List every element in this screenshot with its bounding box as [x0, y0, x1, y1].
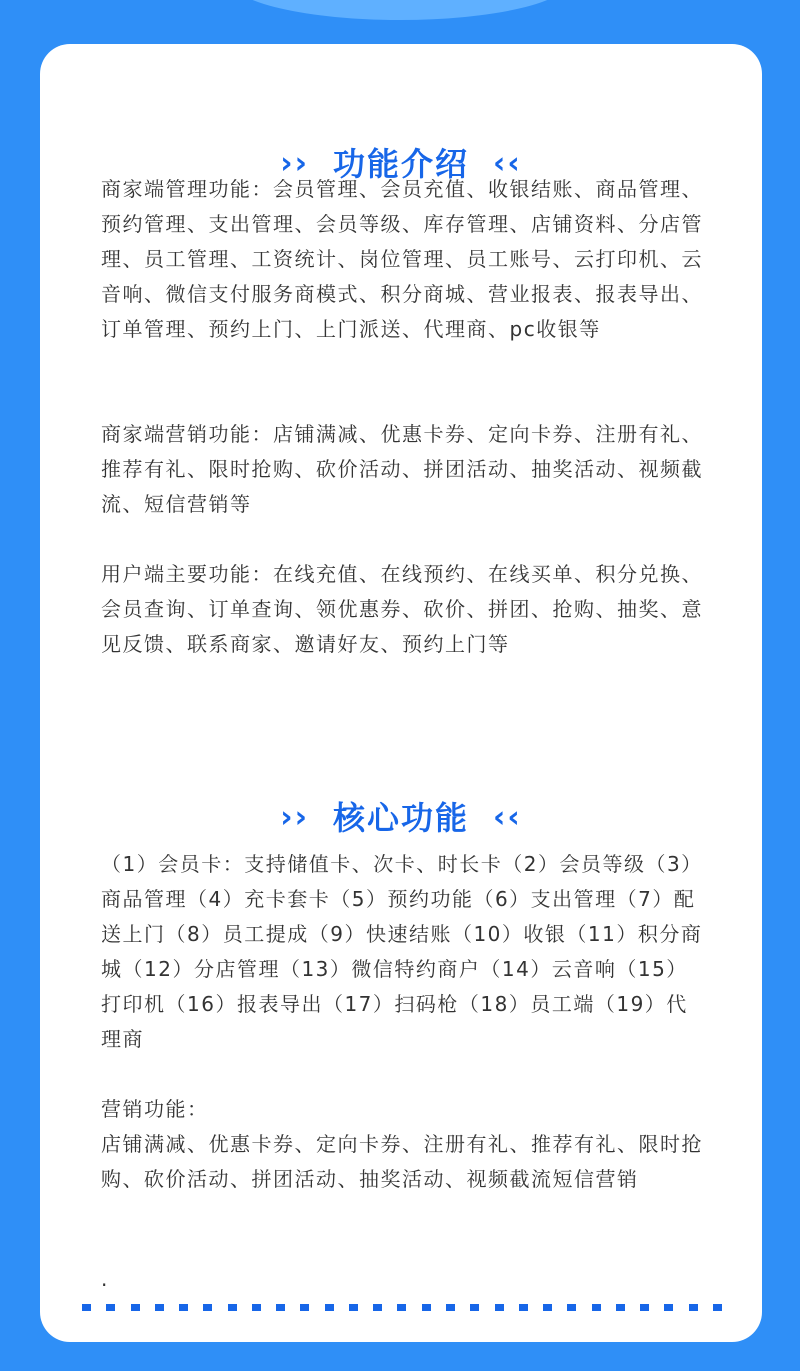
- dash-square: [689, 1304, 698, 1311]
- dashed-divider: [82, 1304, 722, 1311]
- dash-square: [446, 1304, 455, 1311]
- chevron-left-icon: ‹‹: [493, 800, 522, 835]
- content-card: [40, 44, 762, 1342]
- dash-square: [470, 1304, 479, 1311]
- merchant-marketing-text: 商家端营销功能：店铺满减、优惠卡券、定向卡券、注册有礼、推荐有礼、限时抢购、砍价活动、拼团活动、抽奖活动、视频截流、短信营销等: [101, 422, 703, 516]
- dash-square: [155, 1304, 164, 1311]
- dash-square: [519, 1304, 528, 1311]
- dash-square: [228, 1304, 237, 1311]
- dash-square: [592, 1304, 601, 1311]
- dash-square: [664, 1304, 673, 1311]
- dash-square: [276, 1304, 285, 1311]
- dash-square: [203, 1304, 212, 1311]
- dash-square: [543, 1304, 552, 1311]
- trailing-dot: .: [101, 1267, 108, 1291]
- dash-square: [349, 1304, 358, 1311]
- chevron-right-icon: ››: [280, 146, 309, 181]
- dash-square: [106, 1304, 115, 1311]
- dash-square: [397, 1304, 406, 1311]
- dash-square: [82, 1304, 91, 1311]
- dash-square: [300, 1304, 309, 1311]
- dash-square: [252, 1304, 261, 1311]
- dash-square: [325, 1304, 334, 1311]
- core-features-text: （1）会员卡：支持储值卡、次卡、时长卡（2）会员等级（3）商品管理（4）充卡套卡（5）预约功能（6）支出管理（7）配送上门（8）员工提成（9）快速结账（10）收银（11）积分商城（12）分店管理（13）微信特约商户（14）云音响（15）打印机（16）报表导出（17）扫码枪（18）员工端（19）代理商: [101, 852, 703, 1051]
- marketing-label: 营销功能：: [101, 1097, 209, 1121]
- dash-square: [131, 1304, 140, 1311]
- chevron-right-icon: ››: [280, 800, 309, 835]
- user-features-text: 用户端主要功能：在线充值、在线预约、在线买单、积分兑换、会员查询、订单查询、领优惠券、砍价、拼团、抢购、抽奖、意见反馈、联系商家、邀请好友、预约上门等: [101, 562, 703, 656]
- dash-square: [640, 1304, 649, 1311]
- dash-square: [495, 1304, 504, 1311]
- section-heading: 核心功能: [332, 799, 469, 837]
- dash-square: [616, 1304, 625, 1311]
- top-decorative-arc: [230, 0, 570, 20]
- dash-square: [422, 1304, 431, 1311]
- dash-square: [373, 1304, 382, 1311]
- dash-square: [567, 1304, 576, 1311]
- chevron-left-icon: ‹‹: [493, 146, 522, 181]
- marketing-list-text: 店铺满减、优惠卡券、定向卡券、注册有礼、推荐有礼、限时抢购、砍价活动、拼团活动、抽奖活动、视频截流短信营销: [101, 1132, 703, 1191]
- section-heading: 功能介绍: [332, 145, 469, 183]
- dash-square: [713, 1304, 722, 1311]
- merchant-management-text: 商家端管理功能：会员管理、会员充值、收银结账、商品管理、预约管理、支出管理、会员等级、库存管理、店铺资料、分店管理、员工管理、工资统计、岗位管理、员工账号、云打印机、云音响、微信支付服务商模式、积分商城、营业报表、报表导出、订单管理、预约上门、上门派送、代理商、pc收银等: [101, 177, 703, 341]
- dash-square: [179, 1304, 188, 1311]
- section-title-core: [40, 794, 762, 842]
